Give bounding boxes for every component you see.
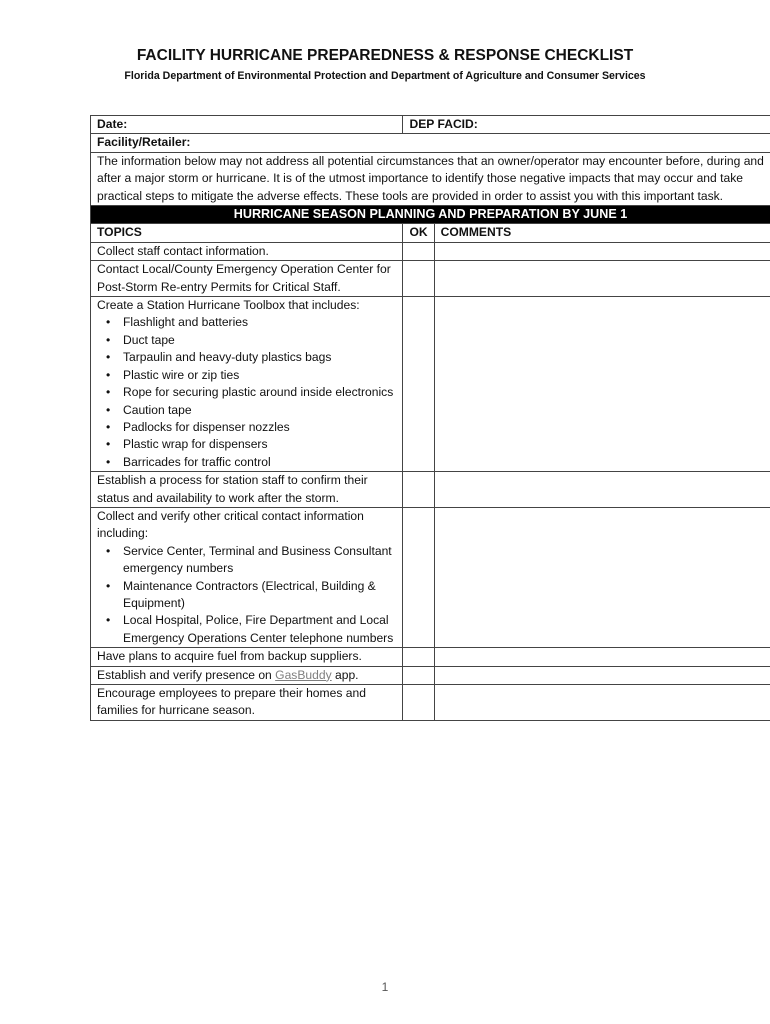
table-row bbox=[91, 261, 770, 297]
ok-cell[interactable] bbox=[403, 685, 434, 721]
list-item: • Duct tape bbox=[123, 332, 396, 349]
list-item: • Plastic wire or zip ties bbox=[123, 367, 396, 384]
topic-cell: Collect staff contact information. bbox=[91, 242, 403, 260]
section-heading: HURRICANE SEASON PLANNING AND PREPARATION BY JUNE 1 bbox=[91, 206, 770, 224]
topic-cell: Encourage employees to prepare their homes and families for hurricane season. bbox=[91, 685, 403, 721]
topic-cell: Have plans to acquire fuel from backup suppliers. bbox=[91, 648, 403, 666]
table-row bbox=[91, 242, 770, 260]
comments-cell[interactable] bbox=[434, 507, 770, 647]
checklist-table bbox=[90, 115, 770, 721]
facility-field[interactable]: Facility/Retailer: bbox=[91, 134, 770, 152]
topic-text: Collect and verify other critical contact information including: bbox=[97, 508, 364, 541]
gasbuddy-link[interactable]: GasBuddy bbox=[275, 667, 332, 682]
topic-text-start: Establish and verify presence on bbox=[97, 667, 276, 682]
ok-cell[interactable] bbox=[403, 666, 434, 684]
topic-cell bbox=[91, 507, 403, 647]
toolbox-bullet-list bbox=[97, 314, 396, 471]
list-item: • Service Center, Terminal and Business Consultant emergency numbers bbox=[123, 543, 396, 578]
intro-text: The information below may not address all potential circumstances that an owner/operator may encounter before, during and after a major storm or hurricane. It is of the utmost importance to identify those negative impacts that may occur and take practical steps to mitigate the adverse effects. These tools are provided in order to assist you with this important task. bbox=[91, 152, 770, 205]
date-row bbox=[91, 116, 770, 134]
topic-cell bbox=[91, 666, 403, 684]
topic-text: Create a Station Hurricane Toolbox that includes: bbox=[97, 298, 360, 313]
list-item: • Flashlight and batteries bbox=[123, 314, 396, 331]
col-comments-header: COMMENTS bbox=[434, 224, 770, 242]
col-ok-header: OK bbox=[403, 224, 434, 242]
table-row bbox=[91, 472, 770, 508]
comments-cell[interactable] bbox=[434, 261, 770, 297]
date-field[interactable]: Date: bbox=[91, 116, 403, 134]
comments-cell[interactable] bbox=[434, 297, 770, 472]
document-subtitle: Florida Department of Environmental Protection and Department of Agriculture and Consumer Services bbox=[124, 70, 646, 82]
comments-cell[interactable] bbox=[434, 685, 770, 721]
section-heading-row bbox=[91, 206, 770, 224]
contacts-bullet-list bbox=[97, 543, 396, 647]
comments-cell[interactable] bbox=[434, 242, 770, 260]
document-title: FACILITY HURRICANE PREPAREDNESS & RESPONSE CHECKLIST bbox=[136, 47, 634, 64]
table-row bbox=[91, 666, 770, 684]
comments-cell[interactable] bbox=[434, 648, 770, 666]
col-topics-header: TOPICS bbox=[91, 224, 403, 242]
list-item: • Maintenance Contractors (Electrical, Building & Equipment) bbox=[123, 578, 396, 613]
list-item: • Plastic wrap for dispensers bbox=[123, 436, 396, 453]
facility-row bbox=[91, 134, 770, 152]
ok-cell[interactable] bbox=[403, 472, 434, 508]
page-number: 1 bbox=[381, 980, 389, 994]
ok-cell[interactable] bbox=[403, 261, 434, 297]
table-row bbox=[91, 648, 770, 666]
table-row bbox=[91, 685, 770, 721]
comments-cell[interactable] bbox=[434, 472, 770, 508]
ok-cell[interactable] bbox=[403, 507, 434, 647]
list-item: • Local Hospital, Police, Fire Department and Local Emergency Operations Center telephone numbers bbox=[123, 612, 396, 647]
topic-cell: Establish a process for station staff to confirm their status and availability to work after the storm. bbox=[91, 472, 403, 508]
ok-cell[interactable] bbox=[403, 242, 434, 260]
topic-text-end: app. bbox=[331, 667, 359, 682]
list-item: • Rope for securing plastic around inside electronics bbox=[123, 384, 396, 401]
topic-cell: Contact Local/County Emergency Operation Center for Post-Storm Re-entry Permits for Critical Staff. bbox=[91, 261, 403, 297]
column-header-row bbox=[91, 224, 770, 242]
list-item: • Tarpaulin and heavy-duty plastics bags bbox=[123, 349, 396, 366]
table-row bbox=[91, 507, 770, 647]
ok-cell[interactable] bbox=[403, 297, 434, 472]
list-item: • Barricades for traffic control bbox=[123, 454, 396, 471]
ok-cell[interactable] bbox=[403, 648, 434, 666]
table-row bbox=[91, 297, 770, 472]
intro-row bbox=[91, 152, 770, 205]
comments-cell[interactable] bbox=[434, 666, 770, 684]
list-item: • Padlocks for dispenser nozzles bbox=[123, 419, 396, 436]
list-item: • Caution tape bbox=[123, 402, 396, 419]
facid-field[interactable]: DEP FACID: bbox=[403, 116, 770, 134]
topic-cell bbox=[91, 297, 403, 472]
